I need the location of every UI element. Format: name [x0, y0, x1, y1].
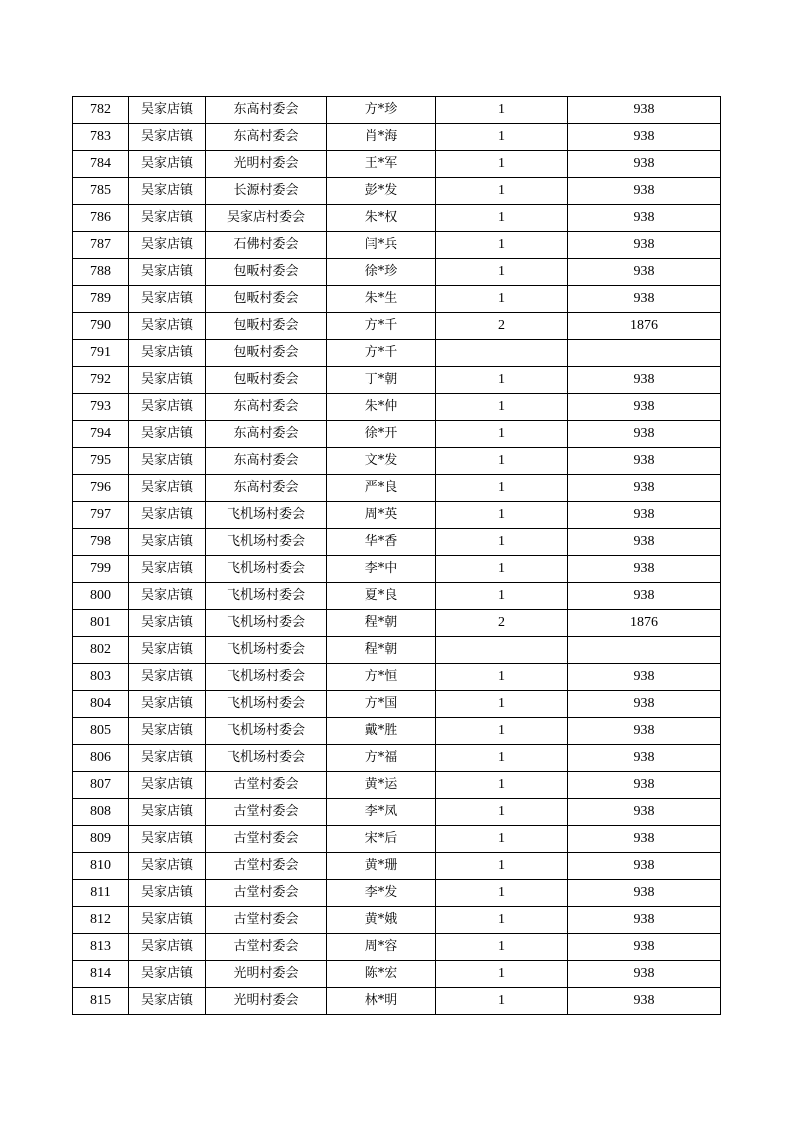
town-cell: 吴家店镇	[129, 340, 206, 367]
amount-cell: 938	[568, 259, 721, 286]
row-number-cell: 811	[73, 880, 129, 907]
village-committee-cell: 包畈村委会	[206, 313, 327, 340]
name-cell: 戴*胜	[327, 718, 436, 745]
row-number-cell: 782	[73, 97, 129, 124]
table-row	[73, 745, 721, 772]
count-cell: 1	[436, 259, 568, 286]
town-cell: 吴家店镇	[129, 853, 206, 880]
town-cell: 吴家店镇	[129, 367, 206, 394]
count-cell: 1	[436, 529, 568, 556]
amount-cell: 1876	[568, 610, 721, 637]
amount-cell: 938	[568, 691, 721, 718]
table-row	[73, 988, 721, 1015]
row-number-cell: 784	[73, 151, 129, 178]
name-cell: 周*容	[327, 934, 436, 961]
table-row	[73, 394, 721, 421]
count-cell: 1	[436, 988, 568, 1015]
roster-table	[72, 96, 721, 1015]
row-number-cell: 815	[73, 988, 129, 1015]
name-cell: 丁*朝	[327, 367, 436, 394]
village-committee-cell: 古堂村委会	[206, 880, 327, 907]
roster-table-body	[73, 97, 721, 1015]
village-committee-cell: 飞机场村委会	[206, 529, 327, 556]
village-committee-cell: 古堂村委会	[206, 772, 327, 799]
row-number-cell: 786	[73, 205, 129, 232]
row-number-cell: 783	[73, 124, 129, 151]
row-number-cell: 790	[73, 313, 129, 340]
table-row	[73, 448, 721, 475]
town-cell: 吴家店镇	[129, 718, 206, 745]
count-cell: 1	[436, 772, 568, 799]
name-cell: 方*千	[327, 313, 436, 340]
table-row	[73, 421, 721, 448]
table-row	[73, 691, 721, 718]
town-cell: 吴家店镇	[129, 691, 206, 718]
name-cell: 李*中	[327, 556, 436, 583]
amount-cell	[568, 637, 721, 664]
village-committee-cell: 光明村委会	[206, 961, 327, 988]
town-cell: 吴家店镇	[129, 799, 206, 826]
count-cell: 1	[436, 394, 568, 421]
count-cell: 1	[436, 583, 568, 610]
town-cell: 吴家店镇	[129, 934, 206, 961]
village-committee-cell: 包畈村委会	[206, 340, 327, 367]
village-committee-cell: 飞机场村委会	[206, 583, 327, 610]
village-committee-cell: 东高村委会	[206, 475, 327, 502]
table-row	[73, 205, 721, 232]
count-cell: 1	[436, 448, 568, 475]
village-committee-cell: 飞机场村委会	[206, 502, 327, 529]
town-cell: 吴家店镇	[129, 988, 206, 1015]
table-row	[73, 583, 721, 610]
town-cell: 吴家店镇	[129, 313, 206, 340]
name-cell: 黄*娥	[327, 907, 436, 934]
amount-cell: 1876	[568, 313, 721, 340]
table-row	[73, 340, 721, 367]
town-cell: 吴家店镇	[129, 583, 206, 610]
count-cell: 1	[436, 178, 568, 205]
town-cell: 吴家店镇	[129, 610, 206, 637]
table-row	[73, 97, 721, 124]
count-cell	[436, 340, 568, 367]
village-committee-cell: 飞机场村委会	[206, 610, 327, 637]
village-committee-cell: 飞机场村委会	[206, 637, 327, 664]
count-cell: 1	[436, 367, 568, 394]
row-number-cell: 791	[73, 340, 129, 367]
village-committee-cell: 包畈村委会	[206, 367, 327, 394]
name-cell: 方*国	[327, 691, 436, 718]
name-cell: 方*珍	[327, 97, 436, 124]
village-committee-cell: 古堂村委会	[206, 907, 327, 934]
row-number-cell: 802	[73, 637, 129, 664]
table-row	[73, 772, 721, 799]
town-cell: 吴家店镇	[129, 907, 206, 934]
row-number-cell: 795	[73, 448, 129, 475]
row-number-cell: 794	[73, 421, 129, 448]
village-committee-cell: 东高村委会	[206, 394, 327, 421]
amount-cell: 938	[568, 502, 721, 529]
name-cell: 徐*开	[327, 421, 436, 448]
table-row	[73, 124, 721, 151]
row-number-cell: 810	[73, 853, 129, 880]
town-cell: 吴家店镇	[129, 475, 206, 502]
row-number-cell: 801	[73, 610, 129, 637]
name-cell: 朱*仲	[327, 394, 436, 421]
amount-cell: 938	[568, 367, 721, 394]
table-row	[73, 502, 721, 529]
name-cell: 李*发	[327, 880, 436, 907]
amount-cell: 938	[568, 178, 721, 205]
table-row	[73, 853, 721, 880]
row-number-cell: 814	[73, 961, 129, 988]
table-row	[73, 610, 721, 637]
amount-cell: 938	[568, 421, 721, 448]
table-row	[73, 556, 721, 583]
town-cell: 吴家店镇	[129, 178, 206, 205]
village-committee-cell: 石佛村委会	[206, 232, 327, 259]
document-page	[72, 96, 720, 1015]
count-cell: 1	[436, 907, 568, 934]
row-number-cell: 797	[73, 502, 129, 529]
town-cell: 吴家店镇	[129, 961, 206, 988]
count-cell: 1	[436, 853, 568, 880]
name-cell: 彭*发	[327, 178, 436, 205]
table-row	[73, 961, 721, 988]
name-cell: 黄*珊	[327, 853, 436, 880]
town-cell: 吴家店镇	[129, 97, 206, 124]
name-cell: 林*明	[327, 988, 436, 1015]
amount-cell: 938	[568, 718, 721, 745]
amount-cell: 938	[568, 394, 721, 421]
town-cell: 吴家店镇	[129, 124, 206, 151]
table-row	[73, 367, 721, 394]
name-cell: 华*香	[327, 529, 436, 556]
name-cell: 王*军	[327, 151, 436, 178]
town-cell: 吴家店镇	[129, 664, 206, 691]
town-cell: 吴家店镇	[129, 286, 206, 313]
name-cell: 文*发	[327, 448, 436, 475]
row-number-cell: 808	[73, 799, 129, 826]
amount-cell: 938	[568, 448, 721, 475]
name-cell: 宋*后	[327, 826, 436, 853]
count-cell: 1	[436, 286, 568, 313]
count-cell: 1	[436, 475, 568, 502]
amount-cell: 938	[568, 475, 721, 502]
name-cell: 周*英	[327, 502, 436, 529]
amount-cell: 938	[568, 556, 721, 583]
count-cell: 1	[436, 799, 568, 826]
row-number-cell: 800	[73, 583, 129, 610]
name-cell: 方*恒	[327, 664, 436, 691]
town-cell: 吴家店镇	[129, 637, 206, 664]
amount-cell: 938	[568, 907, 721, 934]
count-cell: 1	[436, 97, 568, 124]
count-cell: 1	[436, 718, 568, 745]
amount-cell: 938	[568, 934, 721, 961]
row-number-cell: 805	[73, 718, 129, 745]
town-cell: 吴家店镇	[129, 529, 206, 556]
count-cell: 1	[436, 691, 568, 718]
count-cell: 1	[436, 151, 568, 178]
name-cell: 朱*权	[327, 205, 436, 232]
amount-cell: 938	[568, 745, 721, 772]
village-committee-cell: 飞机场村委会	[206, 556, 327, 583]
table-row	[73, 664, 721, 691]
count-cell: 1	[436, 880, 568, 907]
village-committee-cell: 古堂村委会	[206, 934, 327, 961]
name-cell: 朱*生	[327, 286, 436, 313]
count-cell: 1	[436, 205, 568, 232]
name-cell: 黄*运	[327, 772, 436, 799]
town-cell: 吴家店镇	[129, 826, 206, 853]
village-committee-cell: 古堂村委会	[206, 799, 327, 826]
village-committee-cell: 长源村委会	[206, 178, 327, 205]
count-cell: 1	[436, 961, 568, 988]
table-row	[73, 934, 721, 961]
town-cell: 吴家店镇	[129, 151, 206, 178]
count-cell: 2	[436, 610, 568, 637]
amount-cell	[568, 340, 721, 367]
table-row	[73, 637, 721, 664]
town-cell: 吴家店镇	[129, 502, 206, 529]
village-committee-cell: 光明村委会	[206, 988, 327, 1015]
village-committee-cell: 东高村委会	[206, 421, 327, 448]
count-cell: 1	[436, 745, 568, 772]
table-row	[73, 313, 721, 340]
table-row	[73, 826, 721, 853]
table-row	[73, 286, 721, 313]
name-cell: 方*千	[327, 340, 436, 367]
village-committee-cell: 古堂村委会	[206, 826, 327, 853]
village-committee-cell: 古堂村委会	[206, 853, 327, 880]
village-committee-cell: 光明村委会	[206, 151, 327, 178]
count-cell: 1	[436, 124, 568, 151]
village-committee-cell: 吴家店村委会	[206, 205, 327, 232]
row-number-cell: 807	[73, 772, 129, 799]
row-number-cell: 804	[73, 691, 129, 718]
amount-cell: 938	[568, 772, 721, 799]
amount-cell: 938	[568, 286, 721, 313]
amount-cell: 938	[568, 232, 721, 259]
table-row	[73, 907, 721, 934]
amount-cell: 938	[568, 97, 721, 124]
count-cell: 1	[436, 421, 568, 448]
name-cell: 程*朝	[327, 637, 436, 664]
name-cell: 方*福	[327, 745, 436, 772]
row-number-cell: 792	[73, 367, 129, 394]
table-row	[73, 718, 721, 745]
table-row	[73, 799, 721, 826]
amount-cell: 938	[568, 826, 721, 853]
town-cell: 吴家店镇	[129, 421, 206, 448]
row-number-cell: 796	[73, 475, 129, 502]
count-cell: 1	[436, 934, 568, 961]
table-row	[73, 178, 721, 205]
amount-cell: 938	[568, 853, 721, 880]
town-cell: 吴家店镇	[129, 880, 206, 907]
table-row	[73, 529, 721, 556]
name-cell: 程*朝	[327, 610, 436, 637]
village-committee-cell: 包畈村委会	[206, 286, 327, 313]
name-cell: 闫*兵	[327, 232, 436, 259]
count-cell: 1	[436, 556, 568, 583]
table-row	[73, 475, 721, 502]
town-cell: 吴家店镇	[129, 394, 206, 421]
village-committee-cell: 飞机场村委会	[206, 718, 327, 745]
count-cell: 1	[436, 502, 568, 529]
town-cell: 吴家店镇	[129, 232, 206, 259]
name-cell: 陈*宏	[327, 961, 436, 988]
row-number-cell: 787	[73, 232, 129, 259]
name-cell: 严*良	[327, 475, 436, 502]
count-cell: 1	[436, 826, 568, 853]
village-committee-cell: 飞机场村委会	[206, 745, 327, 772]
table-row	[73, 259, 721, 286]
row-number-cell: 813	[73, 934, 129, 961]
village-committee-cell: 东高村委会	[206, 124, 327, 151]
amount-cell: 938	[568, 529, 721, 556]
table-row	[73, 880, 721, 907]
name-cell: 徐*珍	[327, 259, 436, 286]
amount-cell: 938	[568, 124, 721, 151]
count-cell: 1	[436, 232, 568, 259]
amount-cell: 938	[568, 583, 721, 610]
amount-cell: 938	[568, 880, 721, 907]
row-number-cell: 799	[73, 556, 129, 583]
amount-cell: 938	[568, 664, 721, 691]
town-cell: 吴家店镇	[129, 205, 206, 232]
town-cell: 吴家店镇	[129, 556, 206, 583]
count-cell: 1	[436, 664, 568, 691]
town-cell: 吴家店镇	[129, 448, 206, 475]
name-cell: 肖*海	[327, 124, 436, 151]
row-number-cell: 788	[73, 259, 129, 286]
village-committee-cell: 东高村委会	[206, 97, 327, 124]
village-committee-cell: 包畈村委会	[206, 259, 327, 286]
row-number-cell: 812	[73, 907, 129, 934]
row-number-cell: 789	[73, 286, 129, 313]
amount-cell: 938	[568, 799, 721, 826]
row-number-cell: 803	[73, 664, 129, 691]
table-row	[73, 151, 721, 178]
amount-cell: 938	[568, 988, 721, 1015]
village-committee-cell: 飞机场村委会	[206, 691, 327, 718]
row-number-cell: 785	[73, 178, 129, 205]
town-cell: 吴家店镇	[129, 745, 206, 772]
table-row	[73, 232, 721, 259]
town-cell: 吴家店镇	[129, 259, 206, 286]
row-number-cell: 806	[73, 745, 129, 772]
count-cell: 2	[436, 313, 568, 340]
name-cell: 夏*良	[327, 583, 436, 610]
name-cell: 李*凤	[327, 799, 436, 826]
amount-cell: 938	[568, 205, 721, 232]
count-cell	[436, 637, 568, 664]
town-cell: 吴家店镇	[129, 772, 206, 799]
village-committee-cell: 东高村委会	[206, 448, 327, 475]
row-number-cell: 793	[73, 394, 129, 421]
row-number-cell: 809	[73, 826, 129, 853]
amount-cell: 938	[568, 151, 721, 178]
row-number-cell: 798	[73, 529, 129, 556]
amount-cell: 938	[568, 961, 721, 988]
village-committee-cell: 飞机场村委会	[206, 664, 327, 691]
